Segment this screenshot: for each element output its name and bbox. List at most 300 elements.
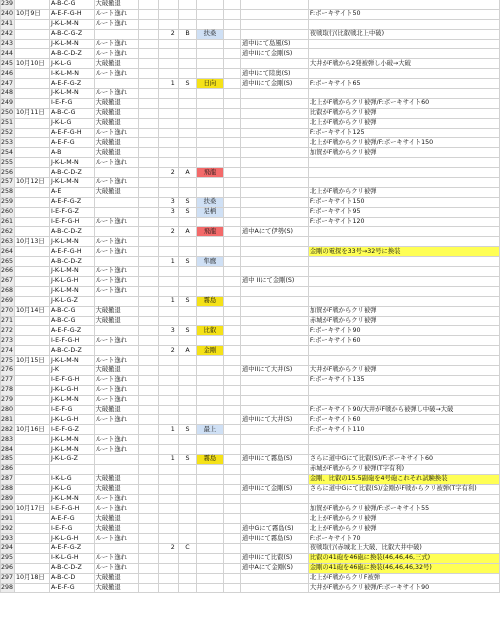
status-cell[interactable]: ルート逸れ [94,534,139,544]
row-number-cell[interactable]: 271 [1,316,14,324]
rank-cell[interactable] [178,504,196,514]
count-cell[interactable] [139,276,158,286]
note-cell[interactable] [308,257,499,267]
rank-cell[interactable] [178,158,196,168]
blank-cell[interactable] [223,474,240,484]
route-cell[interactable]: I-E-F-G [49,98,94,108]
rank-cell[interactable]: A [178,227,196,237]
rank-cell[interactable] [178,49,196,59]
count-cell[interactable] [139,346,158,356]
status-cell[interactable]: 大破撤退 [94,118,139,128]
drop-count-cell[interactable] [158,504,178,514]
row-number-cell[interactable]: 242 [1,30,14,38]
note-cell[interactable] [308,237,499,247]
rank-cell[interactable] [178,484,196,494]
blank-cell[interactable] [223,534,240,544]
drop-count-cell[interactable] [158,19,178,29]
note-cell[interactable]: 赤城がF戦からクリ被弾(T字有利) [308,464,499,474]
event-cell[interactable]: 道中Iにて陸奥(S) [240,69,308,79]
event-cell[interactable] [240,573,308,583]
ship-cell[interactable]: 足柄 [197,207,223,217]
ship-cell[interactable]: 霧島 [197,454,223,464]
date-cell[interactable] [15,276,50,286]
route-cell[interactable]: A-E-F-G [49,138,94,148]
row-number-cell[interactable]: 289 [1,494,14,502]
row-number-cell[interactable]: 293 [1,534,14,542]
drop-count-cell[interactable] [158,0,178,9]
date-cell[interactable] [15,138,50,148]
date-cell[interactable] [15,375,50,385]
blank-cell[interactable] [223,98,240,108]
drop-count-cell[interactable]: 1 [158,257,178,267]
event-cell[interactable] [240,405,308,415]
drop-count-cell[interactable]: 1 [158,79,178,89]
event-cell[interactable] [240,464,308,474]
row-number-cell[interactable]: 277 [1,376,14,384]
blank-cell[interactable] [223,187,240,197]
status-cell[interactable]: 大破撤退 [94,187,139,197]
note-cell[interactable]: 赤城がF戦からクリ被弾 [308,316,499,326]
rank-cell[interactable] [178,524,196,534]
ship-cell[interactable]: 飛龍 [197,227,223,237]
row-number-cell[interactable]: 296 [1,564,14,572]
note-cell[interactable]: さらに道中Gにて比叡(S)/金剛がF戦からクリ被弾(T字有利) [308,484,499,494]
row-number-cell[interactable]: 274 [1,346,14,354]
status-cell[interactable]: 大破撤退 [94,583,139,593]
rank-cell[interactable] [178,69,196,79]
event-cell[interactable] [240,385,308,395]
count-cell[interactable] [139,217,158,227]
event-cell[interactable] [240,29,308,39]
event-cell[interactable] [240,247,308,257]
date-cell[interactable] [15,385,50,395]
date-cell[interactable] [15,474,50,484]
drop-count-cell[interactable] [158,573,178,583]
blank-cell[interactable] [223,514,240,524]
event-cell[interactable] [240,326,308,336]
blank-cell[interactable] [223,59,240,69]
note-cell[interactable]: 夜戦取行(比叡戦北上中破) [308,29,499,39]
status-cell[interactable]: ルート逸れ [94,553,139,563]
count-cell[interactable] [139,89,158,99]
row-number-cell[interactable]: 288 [1,485,14,493]
row-number-cell[interactable]: 295 [1,554,14,562]
note-cell[interactable] [308,276,499,286]
date-cell[interactable] [15,415,50,425]
note-cell[interactable] [308,286,499,296]
route-cell[interactable]: J-K-L-M-N [49,494,94,504]
ship-cell[interactable] [197,138,223,148]
blank-cell[interactable] [223,484,240,494]
route-cell[interactable]: J-K-L-M-N [49,237,94,247]
blank-cell[interactable] [223,563,240,573]
drop-count-cell[interactable] [158,98,178,108]
event-cell[interactable]: 道中IIにて金剛(S) [240,484,308,494]
drop-count-cell[interactable]: 2 [158,543,178,553]
date-cell[interactable] [15,89,50,99]
count-cell[interactable] [139,29,158,39]
date-cell[interactable] [15,39,50,49]
ship-cell[interactable] [197,395,223,405]
note-cell[interactable] [308,168,499,178]
route-cell[interactable]: J-K-L-M-N [49,445,94,455]
row-number-cell[interactable]: 248 [1,89,14,97]
route-cell[interactable] [49,464,94,474]
status-cell[interactable]: 大破撤退 [94,98,139,108]
route-cell[interactable]: J-K-L-M-N [49,267,94,277]
blank-cell[interactable] [223,365,240,375]
event-cell[interactable] [240,148,308,158]
route-cell[interactable]: J-K-L-M-N [49,19,94,29]
event-cell[interactable] [240,306,308,316]
status-cell[interactable]: ルート逸れ [94,504,139,514]
note-cell[interactable]: 加賀がF戦からクリ被弾 [308,148,499,158]
rank-cell[interactable] [178,375,196,385]
date-cell[interactable]: 10月16日 [15,425,50,435]
count-cell[interactable] [139,583,158,593]
rank-cell[interactable]: S [178,257,196,267]
route-cell[interactable]: A-B-C-G-Z [49,29,94,39]
event-cell[interactable] [240,108,308,118]
status-cell[interactable]: ルート逸れ [94,19,139,29]
note-cell[interactable] [308,445,499,455]
count-cell[interactable] [139,336,158,346]
note-cell[interactable]: 北上がF戦からクリ被弾/F:ボーキサイト150 [308,138,499,148]
note-cell[interactable] [308,19,499,29]
status-cell[interactable] [94,543,139,553]
date-cell[interactable] [15,563,50,573]
route-cell[interactable]: J-K [49,365,94,375]
event-cell[interactable] [240,583,308,593]
date-cell[interactable] [15,79,50,89]
date-cell[interactable]: 10月15日 [15,356,50,366]
drop-count-cell[interactable] [158,395,178,405]
status-cell[interactable]: ルート逸れ [94,336,139,346]
blank-cell[interactable] [223,158,240,168]
note-cell[interactable] [308,39,499,49]
event-cell[interactable] [240,0,308,9]
route-cell[interactable]: I-E-F-G-H [49,375,94,385]
status-cell[interactable]: ルート逸れ [94,494,139,504]
date-cell[interactable]: 10月14日 [15,306,50,316]
status-cell[interactable]: ルート逸れ [94,128,139,138]
blank-cell[interactable] [223,296,240,306]
ship-cell[interactable] [197,158,223,168]
ship-cell[interactable]: 扶桑 [197,29,223,39]
event-cell[interactable] [240,316,308,326]
date-cell[interactable] [15,365,50,375]
row-number-cell[interactable]: 255 [1,158,14,166]
blank-cell[interactable] [223,217,240,227]
route-cell[interactable]: J-K-L-G-H [49,415,94,425]
rank-cell[interactable] [178,395,196,405]
row-number-cell[interactable]: 253 [1,138,14,146]
route-cell[interactable]: I-E-F-G-Z [49,425,94,435]
row-number-cell[interactable]: 285 [1,455,14,463]
count-cell[interactable] [139,227,158,237]
note-cell[interactable]: F:ボーキサイト135 [308,375,499,385]
note-cell[interactable]: 北上がF戦からクリ被弾/F:ボーキサイト60 [308,98,499,108]
rank-cell[interactable]: S [178,197,196,207]
count-cell[interactable] [139,286,158,296]
rank-cell[interactable] [178,0,196,9]
event-cell[interactable] [240,207,308,217]
drop-count-cell[interactable]: 1 [158,296,178,306]
status-cell[interactable]: ルート逸れ [94,415,139,425]
drop-count-cell[interactable] [158,49,178,59]
note-cell[interactable] [308,346,499,356]
blank-cell[interactable] [223,346,240,356]
row-number-cell[interactable]: 270 [1,307,14,315]
rank-cell[interactable] [178,178,196,188]
note-cell[interactable] [308,494,499,504]
blank-cell[interactable] [223,395,240,405]
count-cell[interactable] [139,326,158,336]
blank-cell[interactable] [223,49,240,59]
rank-cell[interactable]: S [178,296,196,306]
blank-cell[interactable] [223,108,240,118]
row-number-cell[interactable]: 287 [1,475,14,483]
count-cell[interactable] [139,563,158,573]
count-cell[interactable] [139,464,158,474]
drop-count-cell[interactable] [158,524,178,534]
rank-cell[interactable] [178,445,196,455]
route-cell[interactable]: A-B-C-D-Z [49,563,94,573]
date-cell[interactable] [15,405,50,415]
note-cell[interactable]: F:ボーキサイト90/大井がF戦から被弾し中破→大破 [308,405,499,415]
blank-cell[interactable] [223,405,240,415]
rank-cell[interactable] [178,415,196,425]
count-cell[interactable] [139,375,158,385]
rank-cell[interactable] [178,583,196,593]
count-cell[interactable] [139,474,158,484]
note-cell[interactable]: F:ボーキサイト125 [308,128,499,138]
drop-count-cell[interactable] [158,247,178,257]
blank-cell[interactable] [223,415,240,425]
drop-count-cell[interactable]: 3 [158,197,178,207]
status-cell[interactable]: 大破撤退 [94,316,139,326]
drop-count-cell[interactable] [158,435,178,445]
ship-cell[interactable] [197,276,223,286]
event-cell[interactable] [240,375,308,385]
note-cell[interactable] [308,178,499,188]
ship-cell[interactable] [197,524,223,534]
ship-cell[interactable] [197,9,223,19]
event-cell[interactable] [240,346,308,356]
route-cell[interactable]: A-E-F-G-Z [49,197,94,207]
count-cell[interactable] [139,118,158,128]
count-cell[interactable] [139,108,158,118]
route-cell[interactable]: A-B-C-G [49,108,94,118]
row-number-cell[interactable]: 275 [1,356,14,364]
count-cell[interactable] [139,138,158,148]
status-cell[interactable]: ルート逸れ [94,286,139,296]
note-cell[interactable] [308,158,499,168]
row-number-cell[interactable]: 265 [1,257,14,265]
route-cell[interactable]: I-E-F-G [49,524,94,534]
route-cell[interactable]: J-K-L-M-N [49,356,94,366]
date-cell[interactable] [15,524,50,534]
event-cell[interactable] [240,118,308,128]
rank-cell[interactable] [178,356,196,366]
row-number-cell[interactable]: 267 [1,277,14,285]
event-cell[interactable]: 道中IIにて大井(S) [240,415,308,425]
event-cell[interactable]: 道中IIにて霧島(S) [240,454,308,464]
count-cell[interactable] [139,573,158,583]
rank-cell[interactable] [178,108,196,118]
note-cell[interactable]: 北上がF戦からクリ被弾 [308,514,499,524]
event-cell[interactable] [240,138,308,148]
blank-cell[interactable] [223,138,240,148]
rank-cell[interactable] [178,267,196,277]
route-cell[interactable]: A-E-F-G-H [49,9,94,19]
count-cell[interactable] [139,454,158,464]
route-cell[interactable]: A-E-F-G-H [49,247,94,257]
blank-cell[interactable] [223,267,240,277]
status-cell[interactable] [94,79,139,89]
rank-cell[interactable] [178,9,196,19]
route-cell[interactable]: J-K-L-G-Z [49,296,94,306]
status-cell[interactable]: ルート逸れ [94,178,139,188]
blank-cell[interactable] [223,39,240,49]
status-cell[interactable]: 大破撤退 [94,484,139,494]
count-cell[interactable] [139,445,158,455]
status-cell[interactable]: ルート逸れ [94,395,139,405]
event-cell[interactable] [240,89,308,99]
note-cell[interactable] [308,267,499,277]
date-cell[interactable] [15,553,50,563]
count-cell[interactable] [139,316,158,326]
note-cell[interactable]: 北上がF戦からクリ被弾 [308,524,499,534]
route-cell[interactable]: J-K-L-G [49,59,94,69]
route-cell[interactable]: J-K-L-M-N [49,286,94,296]
date-cell[interactable] [15,484,50,494]
route-cell[interactable]: J-K-L-M-N [49,39,94,49]
event-cell[interactable] [240,257,308,267]
count-cell[interactable] [139,0,158,9]
route-cell[interactable]: A-B-C-D-Z [49,227,94,237]
rank-cell[interactable] [178,494,196,504]
route-cell[interactable]: J-K-L-G [49,484,94,494]
event-cell[interactable] [240,158,308,168]
row-number-cell[interactable]: 281 [1,415,14,423]
date-cell[interactable] [15,435,50,445]
rank-cell[interactable] [178,237,196,247]
status-cell[interactable] [94,227,139,237]
drop-count-cell[interactable] [158,563,178,573]
note-cell[interactable]: F:ボーキサイト65 [308,79,499,89]
drop-count-cell[interactable] [158,385,178,395]
blank-cell[interactable] [223,435,240,445]
note-cell[interactable]: 夜戦取行(赤城北上大破、比叡大井中破) [308,543,499,553]
event-cell[interactable] [240,494,308,504]
event-cell[interactable] [240,98,308,108]
rank-cell[interactable] [178,306,196,316]
note-cell[interactable]: 加賀がF戦からクリ被弾/F:ボーキサイト55 [308,504,499,514]
ship-cell[interactable]: 日向 [197,79,223,89]
note-cell[interactable]: 金剛の41砲を46砲に換装(46,46,46,32号) [308,563,499,573]
row-number-cell[interactable]: 247 [1,79,14,87]
blank-cell[interactable] [223,573,240,583]
route-cell[interactable]: I-E-F-G-H [49,217,94,227]
status-cell[interactable]: ルート逸れ [94,247,139,257]
ship-cell[interactable] [197,563,223,573]
route-cell[interactable]: J-K-L-M-N [49,178,94,188]
date-cell[interactable] [15,19,50,29]
blank-cell[interactable] [223,276,240,286]
event-cell[interactable]: 道中Aにて金剛(S) [240,563,308,573]
drop-count-cell[interactable] [158,365,178,375]
drop-count-cell[interactable] [158,276,178,286]
row-number-cell[interactable]: 241 [1,20,14,28]
rank-cell[interactable] [178,247,196,257]
route-cell[interactable]: A-E-F-G-Z [49,543,94,553]
row-number-cell[interactable]: 278 [1,386,14,394]
date-cell[interactable] [15,69,50,79]
status-cell[interactable]: ルート逸れ [94,375,139,385]
status-cell[interactable] [94,29,139,39]
rank-cell[interactable]: A [178,168,196,178]
count-cell[interactable] [139,148,158,158]
date-cell[interactable]: 10月13日 [15,237,50,247]
rank-cell[interactable] [178,514,196,524]
route-cell[interactable]: A-B-C-G [49,306,94,316]
drop-count-cell[interactable] [158,464,178,474]
count-cell[interactable] [139,39,158,49]
note-cell[interactable]: 金剛、比叡の15.5副砲を4号砲これそれ試験換装 [308,474,499,484]
blank-cell[interactable] [223,425,240,435]
blank-cell[interactable] [223,148,240,158]
event-cell[interactable] [240,168,308,178]
row-number-cell[interactable]: 251 [1,119,14,127]
rank-cell[interactable] [178,563,196,573]
count-cell[interactable] [139,553,158,563]
status-cell[interactable]: 大破撤退 [94,59,139,69]
note-cell[interactable]: 大井がF戦からクリ被弾/F:ボーキサイト90 [308,583,499,593]
drop-count-cell[interactable] [158,59,178,69]
rank-cell[interactable] [178,336,196,346]
route-cell[interactable]: A-B-C-D-Z [49,168,94,178]
status-cell[interactable] [94,296,139,306]
blank-cell[interactable] [223,553,240,563]
event-cell[interactable] [240,187,308,197]
note-cell[interactable]: F:ボーキサイト90 [308,326,499,336]
event-cell[interactable]: 道中Aにて伊勢(S) [240,227,308,237]
date-cell[interactable] [15,0,50,9]
rank-cell[interactable] [178,464,196,474]
date-cell[interactable] [15,395,50,405]
drop-count-cell[interactable] [158,494,178,504]
date-cell[interactable]: 10月18日 [15,573,50,583]
count-cell[interactable] [139,425,158,435]
date-cell[interactable] [15,286,50,296]
status-cell[interactable]: 大破撤退 [94,474,139,484]
drop-count-cell[interactable] [158,128,178,138]
event-cell[interactable] [240,474,308,484]
count-cell[interactable] [139,49,158,59]
ship-cell[interactable] [197,514,223,524]
status-cell[interactable]: 大破撤退 [94,514,139,524]
ship-cell[interactable] [197,128,223,138]
ship-cell[interactable] [197,484,223,494]
blank-cell[interactable] [223,29,240,39]
count-cell[interactable] [139,197,158,207]
note-cell[interactable]: 北上がF戦からクリ被弾 [308,118,499,128]
count-cell[interactable] [139,158,158,168]
blank-cell[interactable] [223,375,240,385]
event-cell[interactable] [240,435,308,445]
route-cell[interactable]: A-B-C-D [49,573,94,583]
